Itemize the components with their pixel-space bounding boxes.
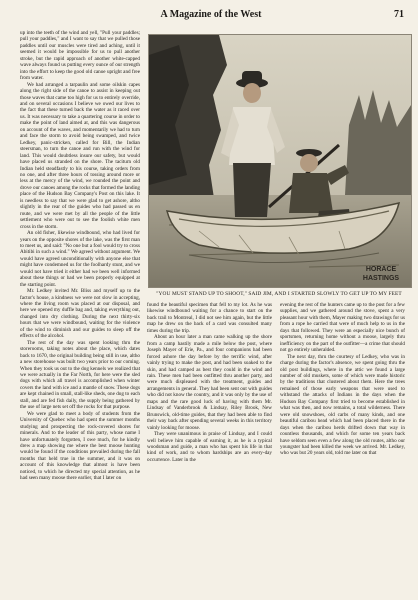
- paragraph: About an hour later a man came walking up the shore from a camp hastily made a mile below the post, where Joseph Mayer of Erie, Pa., and four companions had been forced ashore the day before by the terrific wind, after vainly trying to make the post, and had been soaked to the skin, and had camped as best they could in the wind and rain. These men had been outfitted thru another party, and were much displeased with the treatment, guides and arrangements in general. They had been sent out with guides who did not know the country, and it was only by the use of maps and the rare good luck of having with them Mr. Lindsay of Vanderbrook & Lindsay, Riley Brook, New Brunswick, old-time guides, that they had been able to find their way back after spending several weeks in this territory vainly looking for moose.: [147, 334, 272, 431]
- illustration-hunters-in-canoe: [148, 34, 412, 288]
- paragraph: We were glad to meet a body of students from the University of Quebec who had spent the summer months studying and prospecting the rock-covered shores for minerals. And to the leader of this party, whose name I have unfortunately forgotten, I owe much, for he kindly drew a map showing me where the best moose hunting would be found if the conditions prevailed during the fall months that held true in the summer, and it was on account of this knowledge that almost is have been noticed, to which he directed my special attention, as he had seen many moose there earlier, that I later on: [20, 410, 140, 482]
- illustration-drawing: [149, 35, 411, 287]
- signature-line-1: HORACE: [365, 266, 397, 273]
- paragraph: We had arranged a tarpaulin and some oilskin capes along the right side of the canoe to assist in keeping out those waves that came too high for us to entirely override, and on several occasions I believe we owed our lives to the fact that these turned back the water as it raced over us. It was necessary to take a quartering course in order to make the point of land aimed at, and this was dangerous on account of the waves, and momentarily we had to turn and face the storm to avoid being swamped, and twice Ledkey, panic-stricken, called for Bill, the Indian steersman, to turn the canoe and run with the wind for land. This would doubtless insure our safety, but would have placed us stranded on the shore. The taciturn old Indian held steadfastly to his course, taking orders from no one, and after three hours of tossing around more or less at the mercy of the wind, we rounded the point and drove our canoes among the rocks that formed the landing place of the Hudson Bay Company's Post on this lake. It is needless to say that we were glad to get ashore, altho slightly in the rear of the guides who had passed us en route, and we were met by all the people of the little settlement who were out to see the foolish white men cross in the storm.: [20, 81, 140, 230]
- article-column-right: [280, 302, 405, 592]
- article-column-left: [20, 30, 140, 590]
- page-header: [18, 9, 404, 21]
- paragraph: evening the rest of the hunters came up to the post for a few supplies, and we gathered around the stove, spent a very pleasant hour with them, Mayer making two drawings for us from a rope he carried that were of much help to us in the days that followed. They were an especially nice bunch of sportsmen, returning home without a moose, largely thru inefficiency on the part of the outfitter—a crime that should not go entirely unheralded.: [280, 302, 405, 354]
- page-number: 71: [394, 9, 404, 20]
- paragraph: The next day, thru the courtesy of Ledkey, who was in charge during the factor's absence, we spent going thru the old post buildings, where in the attic we found a large number of old muskets, some of which were made historic by the traditions that clustered about them. Here the trees remained of those early weapons that were used to withstand the attacks of Indians in the days when the Hudson Bay Company first tried to become established in what was then, and now remains, a total wilderness. There were old snowshoes, old carbs of many kinds, and one beautiful caribou head which had been placed there in the days when the caribou herds drifted down that way in countless thousands, and which for some ten years back have seldom seen even a few along the old routes, altho our youngster had been killed the week we arrived. Mr. Ledkey, who was but 20 years old, told me later on that: [280, 353, 405, 457]
- paragraph: The rest of the day was spent looking thru the storerooms, taking notes about the place, which dates back to 1670, the original building being still in use, altho a new storehouse was built two years prior to our coming. When they took us out to the dog kennels we realized that we were actually in the Far North, for here were the sled dogs with which all travel is accomplished when winter covers the land with ice and a mantle of snow. These dogs are kept chained in small, stall-like sheds, one dog to each stall, and are fed fish daily, the supply being gathered by the use of large nets set off the rocks for that purpose.: [20, 339, 140, 411]
- magazine-title: A Magazine of the West: [160, 9, 262, 20]
- paragraph: They were unanimous in praise of Lindsay, and I could well believe him capable of earning it, as he is a typical woodsman and guide, a man who has spent his life in that kind of work, and to whom hardships are an every-day occurrence. Later in the: [147, 431, 272, 463]
- illustration-caption: "YOU MUST STAND UP TO SHOOT," SAID JIM, AND I STARTED SLOWLY TO GET UP TO MY FEET: [156, 291, 402, 297]
- paragraph: up into the teeth of the wind and yell, "Pull your paddles; pull your paddles," and I want to say that we pulled those paddles until our muscles were tired and aching, until it seemed it would be impossible for us to pull another stroke, but the rapid approach of another white-capped wave always found us putting every ounce of our strength into the effort to keep the good old canoe upright and free from water.: [20, 30, 140, 82]
- paragraph: found the beautiful specimen that fell to my lot. As he was likewise windbound waiting for a chance to start on the back trail to Montreal, I did not see him again, but the little map he drew on the back of a card was consulted many times during the trip.: [147, 302, 272, 334]
- signature-line-2: HASTINGS: [362, 275, 400, 282]
- paragraph: Mr. Ledkey invited Mr. Bliss and myself up to the factor's house, a kindness we were not slow in accepting, where the living room was placed at our disposal, and here we opened my duffle bag and, taking everything out, changed into dry clothing. During the next thirty-six hours that we were windbound, waiting for the violence of the wind to diminish and our guides to sleep off the effects of the alcohol.: [20, 288, 140, 340]
- paragraph: An old fisher, likewise windbound, who had lived for years on the opposite shores of the lake, was the first man to meet us, and said: "No one but a fool would try to cross Abitibi in such a wind." We agreed without argument. We would have agreed unconditionally with anyone else that might have condemned us for the foolhardy stunt, and we would not have tried it either had we been well informed about these things or had we been properly equipped at the starting point.: [20, 230, 140, 288]
- article-column-middle: [147, 302, 272, 592]
